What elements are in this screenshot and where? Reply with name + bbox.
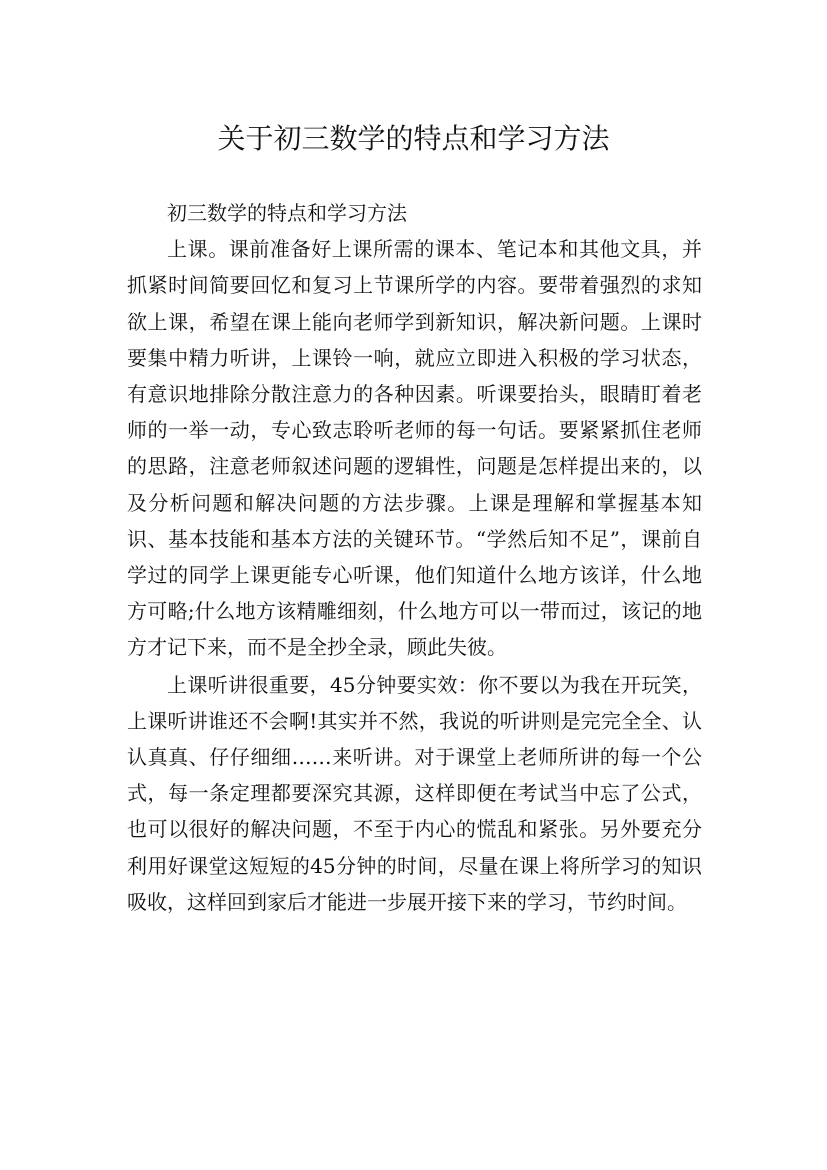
- document-title: 关于初三数学的特点和学习方法: [217, 121, 610, 155]
- paragraph-subtitle: 初三数学的特点和学习方法: [167, 201, 407, 225]
- paragraph-listening-in-class: 上课听讲很重要，45分钟要实效：你不要以为我在开玩笑，上课听讲谁还不会啊!其实并不然，我说的听讲则是完完全全、认认真真、仔仔细细……来听讲。对于课堂上老师所讲的每一个公式，每一条定理都要深究其源，这样即便在考试当中忘了公式，也可以很好的解决问题，不至于内心的慌乱和紧张。另外要充分利用好课堂这短短的45分钟的时间，尽量在课上将所学习的知识吸收，这样回到家后才能进一步展开接下来的学习，节约时间。: [127, 672, 702, 914]
- document-body: [127, 195, 702, 920]
- paragraph-class-preparation: 上课。课前准备好上课所需的课本、笔记本和其他文具，并抓紧时间简要回忆和复习上节课所学的内容。要带着强烈的求知欲上课，希望在课上能向老师学到新知识，解决新问题。上课时要集中精力听讲，上课铃一响，就应立即进入积极的学习状态，有意识地排除分散注意力的各种因素。听课要抬头，眼睛盯着老师的一举一动，专心致志聆听老师的每一句话。要紧紧抓住老师的思路，注意老师叙述问题的逻辑性，问题是怎样提出来的，以及分析问题和解决问题的方法步骤。上课是理解和掌握基本知识、基本技能和基本方法的关键环节。“学然后知不足”，课前自学过的同学上课更能专心听课，他们知道什么地方该详，什么地方可略;什么地方该精雕细刻，什么地方可以一带而过，该记的地方才记下来，而不是全抄全录，顾此失彼。: [127, 237, 702, 660]
